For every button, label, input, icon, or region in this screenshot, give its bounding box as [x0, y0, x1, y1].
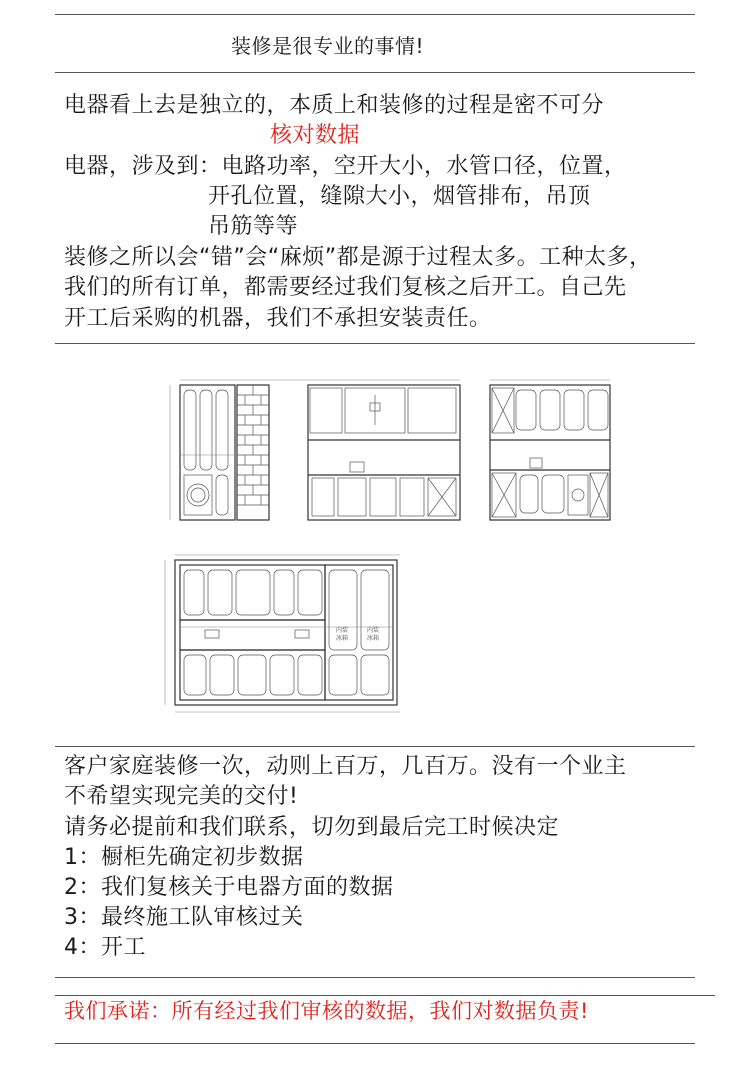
plan-label: 内装	[336, 627, 349, 634]
intro-line: 电器看上去是独立的，本质上和装修的过程是密不可分	[64, 93, 605, 118]
appliances-line-3: 吊筋等等	[208, 214, 299, 239]
step-item: 3：最终施工队审核过关	[64, 905, 304, 930]
step-item: 2：我们复核关于电器方面的数据	[64, 875, 394, 900]
highlight-text: 核对数据	[270, 123, 361, 148]
step-item: 1：橱柜先确定初步数据	[64, 845, 304, 870]
paragraph-line: 我们的所有订单，都需要经过我们复核之后开工。自己先	[64, 275, 627, 300]
appliances-line: 电器，涉及到：电路功率，空开大小，水管口径，位置，	[64, 154, 627, 179]
outro-line: 请务必提前和我们联系，切勿到最后完工时候决定	[64, 815, 560, 840]
page-title: 装修是很专业的事情!	[231, 34, 425, 58]
plan-label: 冰箱	[336, 635, 349, 642]
paragraph-line: 装修之所以会“错”会“麻烦”都是源于过程太多。工种太多，	[64, 245, 652, 270]
outro-line: 不希望实现完美的交付!	[64, 784, 299, 809]
paragraph-line: 开工后采购的机器，我们不承担安装责任。	[64, 306, 492, 331]
cabinet-plan-view	[165, 555, 400, 712]
appliances-line-2: 开孔位置，缝隙大小，烟管排布，吊顶	[208, 184, 591, 209]
outro-line: 客户家庭装修一次，动则上百万，几百万。没有一个业主	[64, 754, 627, 779]
tall-cabinet-elevation	[180, 385, 269, 520]
promise-text: 我们承诺：所有经过我们审核的数据，我们对数据负责!	[64, 999, 589, 1023]
kitchen-elevation	[308, 385, 460, 520]
plan-label: 内装	[367, 627, 380, 634]
step-item: 4：开工	[64, 935, 146, 960]
right-wall-elevation	[490, 385, 610, 520]
plan-label: 冰箱	[367, 635, 380, 642]
